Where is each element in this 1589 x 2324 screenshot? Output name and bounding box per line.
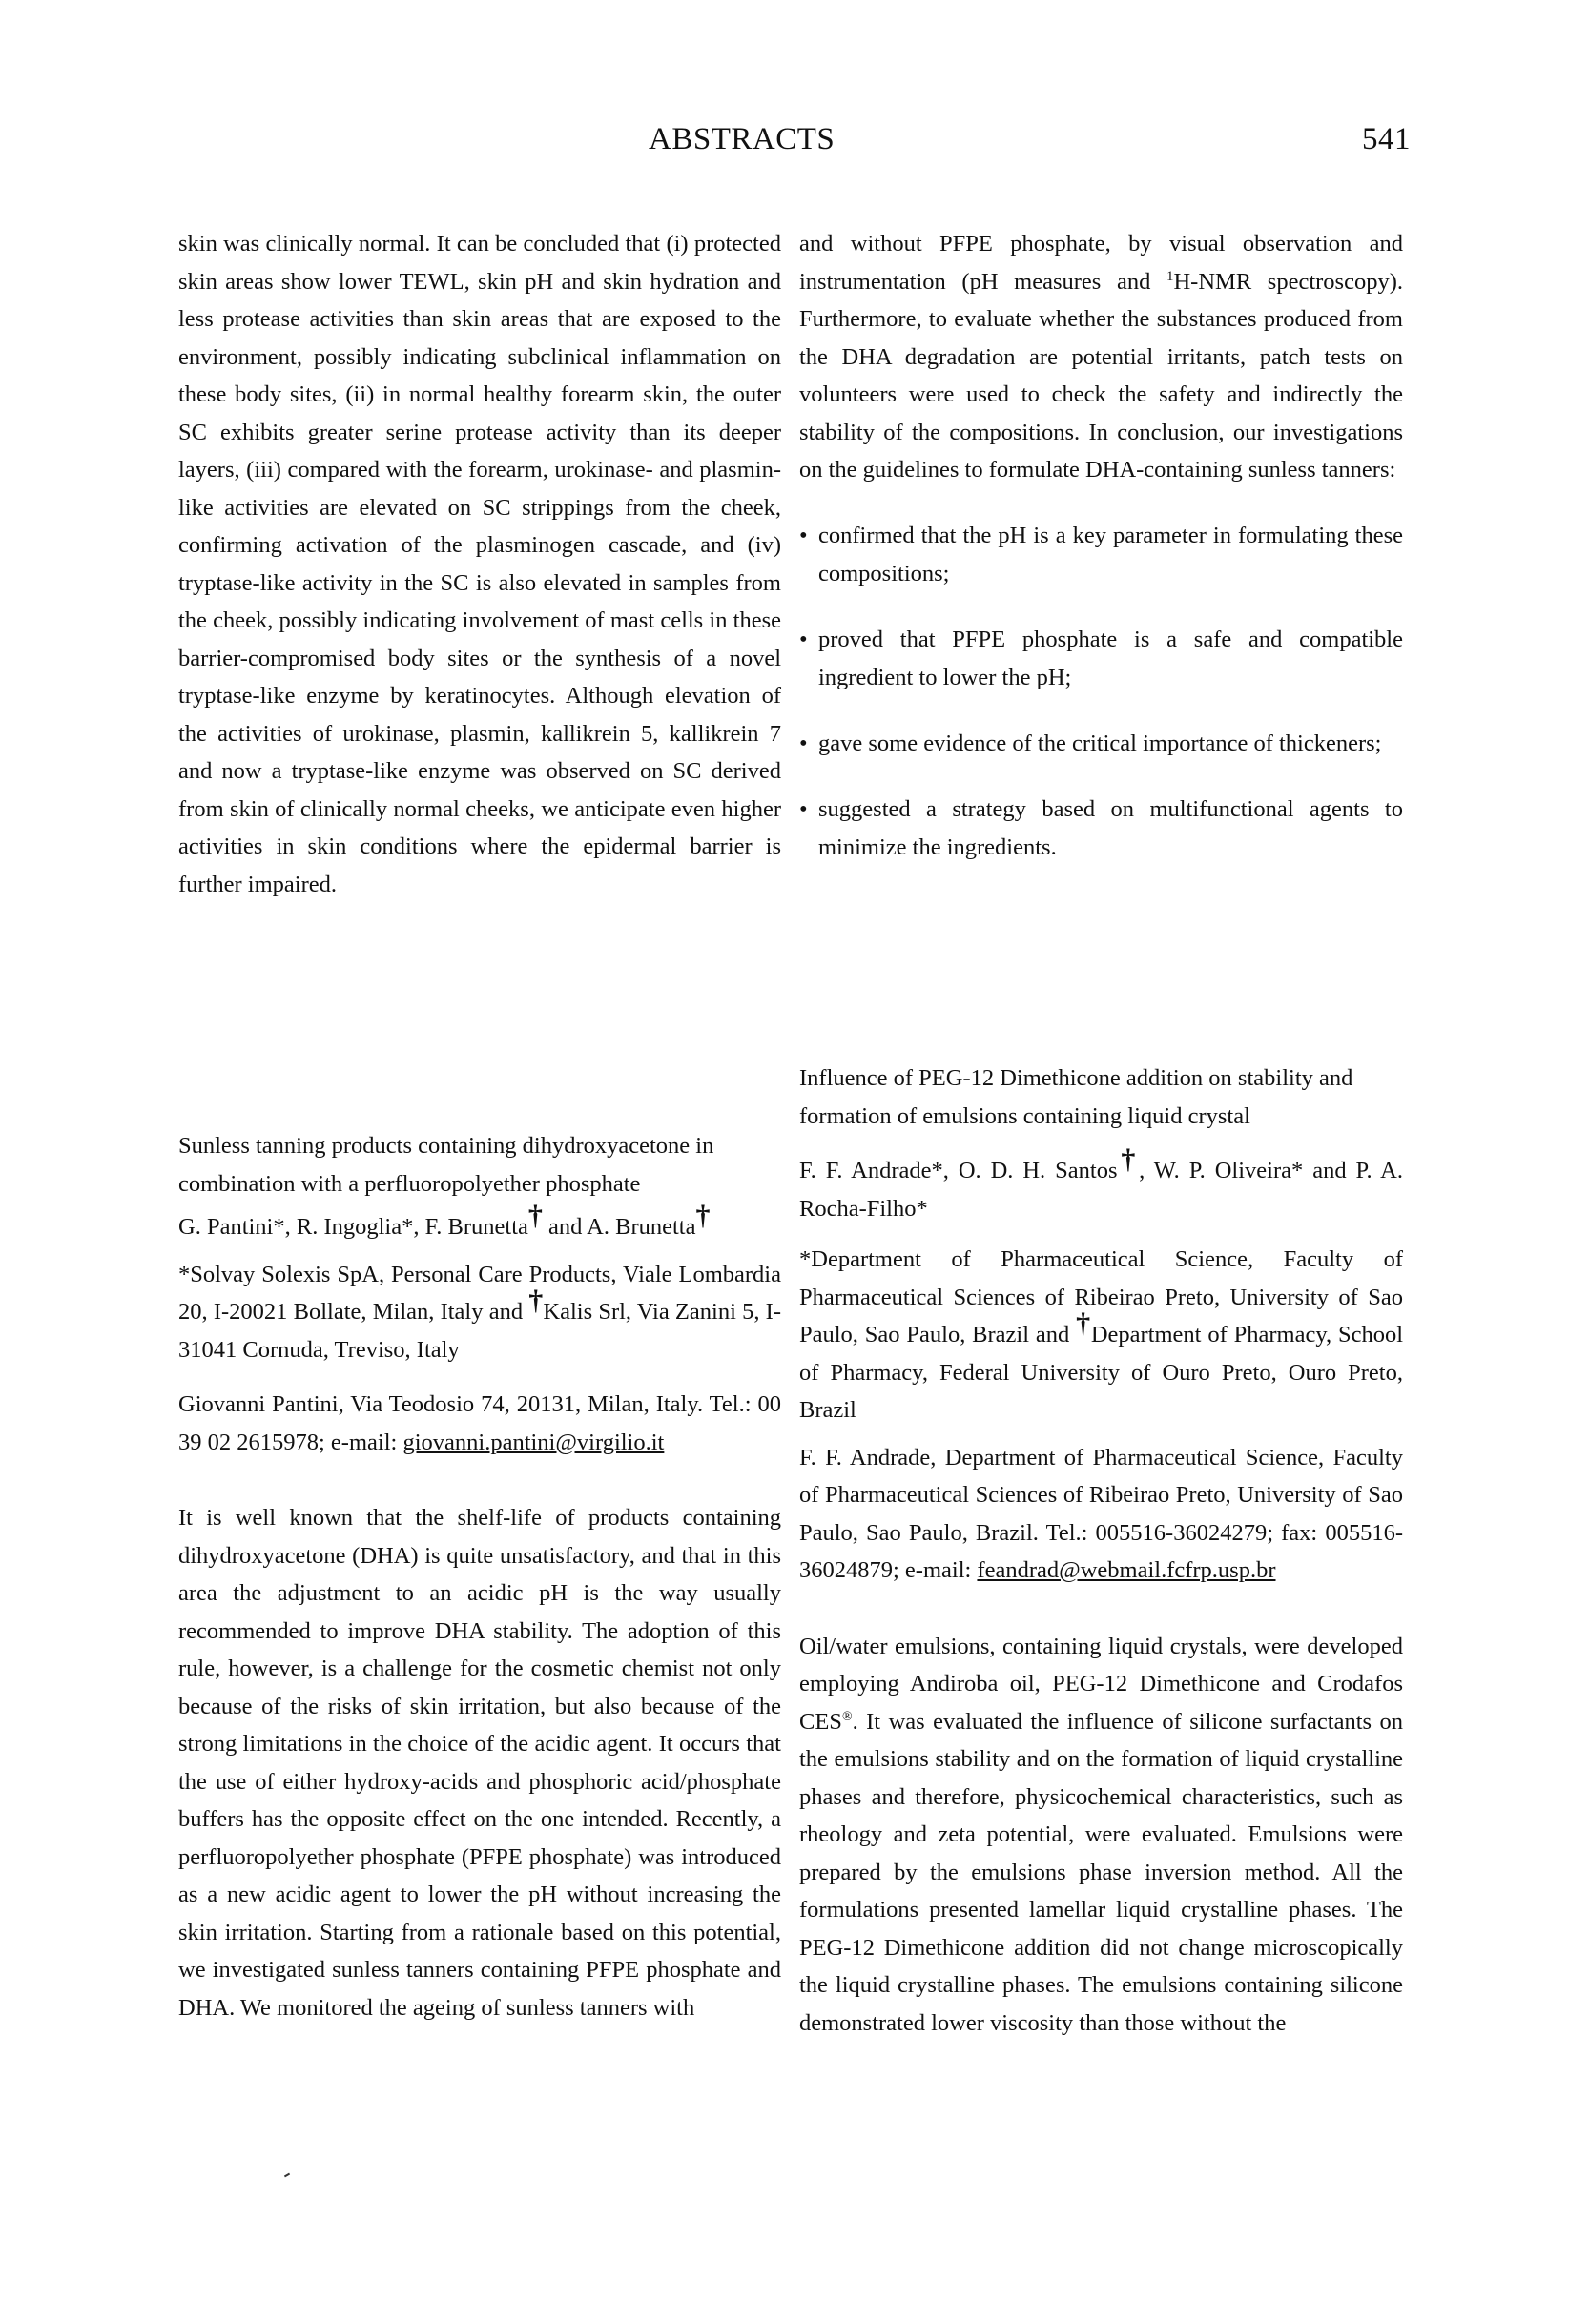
abstract-title: Sunless tanning products containing dihydroxyacetone in combination with a perfluoropolyether phosphate	[178, 1133, 714, 1197]
text: *Department of Pharmaceutical Science, Faculty of Pharmaceutical Sciences of Ribeirao Preto, University of Sao Paulo, Sao Paulo, Brazil and	[799, 1246, 1403, 1347]
abstract-authors	[799, 1143, 1404, 1227]
bullet-text: gave some evidence of the critical importance of thickeners;	[818, 730, 1382, 756]
bullet-text: proved that PFPE phosphate is a safe and compatible ingredient to lower the pH;	[818, 626, 1403, 690]
text: and A. Brunetta	[542, 1214, 696, 1240]
paragraph	[799, 225, 1403, 489]
superscript: 1	[1166, 268, 1174, 284]
dagger-mark: †	[1076, 1307, 1091, 1339]
paragraph: skin was clinically normal. It can be concluded that (i) protected skin areas show lower TEWL, skin pH and skin hydration and less protease activities than skin areas that are exposed to the environment, possibly indicating subclinical inflammation on these body sites, (ii) in normal healthy forearm skin, the outer SC exhibits greater serine protease activity than its deeper layers, (iii) compared with the forearm, urokinase- and plasmin-like activities are elevated on SC strippings from the cheek, confirming activation of the plasminogen cascade, and (iv) tryptase-like activity in the SC is also elevated in samples from the cheek, possibly indicating involvement of mast cells in these barrier-compromised body sites or the synthesis of a novel tryptase-like enzyme by keratinocytes. Although elevation of the activities of urokinase, plasmin, kallikrein 5, kallikrein 7 and now a tryptase-like enzyme was observed on SC derived from skin of clinically normal cheeks, we anticipate even higher activities in skin conditions where the epidermal barrier is further impaired.	[178, 231, 781, 897]
scan-speck	[284, 2173, 290, 2178]
correspondence-address	[178, 1386, 781, 1461]
text: G. Pantini*, R. Ingoglia*, F. Brunetta	[178, 1214, 528, 1240]
text: F. F. Andrade, Department of Pharmaceutical Science, Faculty of Pharmaceutical Sciences of Ribeirao Preto, University of Sao Paulo, Sao Paulo, Brazil. Tel.: 005516-36024279; fax: 005516-36024879; e-mail:	[799, 1444, 1403, 1583]
dagger-mark: †	[528, 1285, 544, 1316]
abstract-affiliation	[178, 1256, 781, 1369]
bullet-item	[799, 791, 1403, 867]
text: Giovanni Pantini, Via Teodosio 74, 20131, Milan, Italy. Tel.: 00 39 02 2615978; e-mail:	[178, 1391, 781, 1455]
text: and without PFPE phosphate, by visual observation and instrumentation (pH measures and	[799, 231, 1403, 295]
bullet-icon: •	[799, 626, 808, 652]
bullet-icon: •	[799, 522, 808, 548]
registered-mark: ®	[841, 1709, 853, 1724]
text: Oil/water emulsions, containing liquid crystals, were developed employing Andiroba oil, PEG-12 Dimethicone and Crodafos CES	[799, 1633, 1403, 1735]
dagger-mark: †	[527, 1200, 543, 1231]
text: H-NMR spectroscopy). Furthermore, to evaluate whether the substances produced from the DHA degradation are potential irritants, patch tests on volunteers were used to check the safety and indirectly the stability of the compositions. In conclusion, our investigations on the guidelines to formulate DHA-containing sunless tanners:	[799, 268, 1403, 483]
abstract-body	[799, 1628, 1403, 2043]
abstract-right	[799, 1059, 1403, 2042]
abstract-authors	[178, 1200, 781, 1246]
page-number: 541	[1362, 122, 1411, 156]
text: *Solvay Solexis SpA, Personal Care Products, Viale Lombardia 20, I-20021 Bollate, Milan, Italy and	[178, 1261, 781, 1325]
abstract-left	[178, 1127, 781, 2026]
text: Kalis Srl, Via Zanini 5, I-31041 Cornuda, Treviso, Italy	[178, 1299, 782, 1363]
bullet-item	[799, 725, 1403, 763]
text: . It was evaluated the influence of silicone surfactants on the emulsions stability and on the formation of liquid crystalline phases and therefore, physicochemical characteristics, such as rheology and zeta potential, were evaluated. Emulsions were prepared by the emulsions phase inversion method. All the formulations presented lamellar liquid crystalline phases. The PEG-12 Dimethicone addition did not change microscopically the liquid crystalline phases. The emulsions containing silicone demonstrated lower viscosity than those without the	[799, 1708, 1403, 2036]
dagger-mark: †	[695, 1200, 711, 1231]
text: Department of Pharmacy, School of Pharmacy, Federal University of Ouro Preto, Ouro Preto, Brazil	[799, 1322, 1404, 1423]
continued-text-left	[178, 225, 781, 903]
abstract-title: Influence of PEG-12 Dimethicone addition on stability and formation of emulsions containing liquid crystal	[799, 1065, 1353, 1129]
dagger-mark: †	[1117, 1143, 1140, 1175]
bullet-icon: •	[799, 730, 808, 756]
email-link[interactable]: feandrad@webmail.fcfrp.usp.br	[977, 1557, 1276, 1583]
email-link[interactable]: giovanni.pantini@virgilio.it	[402, 1429, 665, 1455]
abstract-affiliation	[799, 1241, 1403, 1429]
continued-text-right	[799, 225, 1403, 867]
bullet-item	[799, 621, 1403, 697]
text: F. F. Andrade*, O. D. H. Santos	[799, 1158, 1118, 1183]
text: , W. P. Oliveira* and P. A. Rocha-Filho*	[799, 1158, 1404, 1222]
bullet-icon: •	[799, 795, 808, 822]
bullet-text: suggested a strategy based on multifunctional agents to minimize the ingredients.	[818, 795, 1403, 860]
abstract-body: It is well known that the shelf-life of products containing dihydroxyacetone (DHA) is quite unsatisfactory, and that in this area the adjustment to an acidic pH is the way usually recommended to improve DHA stability. The adoption of this rule, however, is a challenge for the cosmetic chemist not only because of the risks of skin irritation, but also because of the strong limitations in the choice of the acidic agent. It occurs that the use of either hydroxy-acids and phosphoric acid/phosphate buffers has the opposite effect on the one intended. Recently, a perfluoropolyether phosphate (PFPE phosphate) was introduced as a new acidic agent to lower the pH without increasing the skin irritation. Starting from a rationale based on this potential, we investigated sunless tanners containing PFPE phosphate and DHA. We monitored the ageing of sunless tanners with	[178, 1505, 781, 2021]
bullet-text: confirmed that the pH is a key parameter in formulating these compositions;	[818, 522, 1403, 586]
bullet-item	[799, 517, 1403, 593]
running-header: ABSTRACTS	[649, 122, 836, 156]
correspondence-address	[799, 1439, 1403, 1590]
